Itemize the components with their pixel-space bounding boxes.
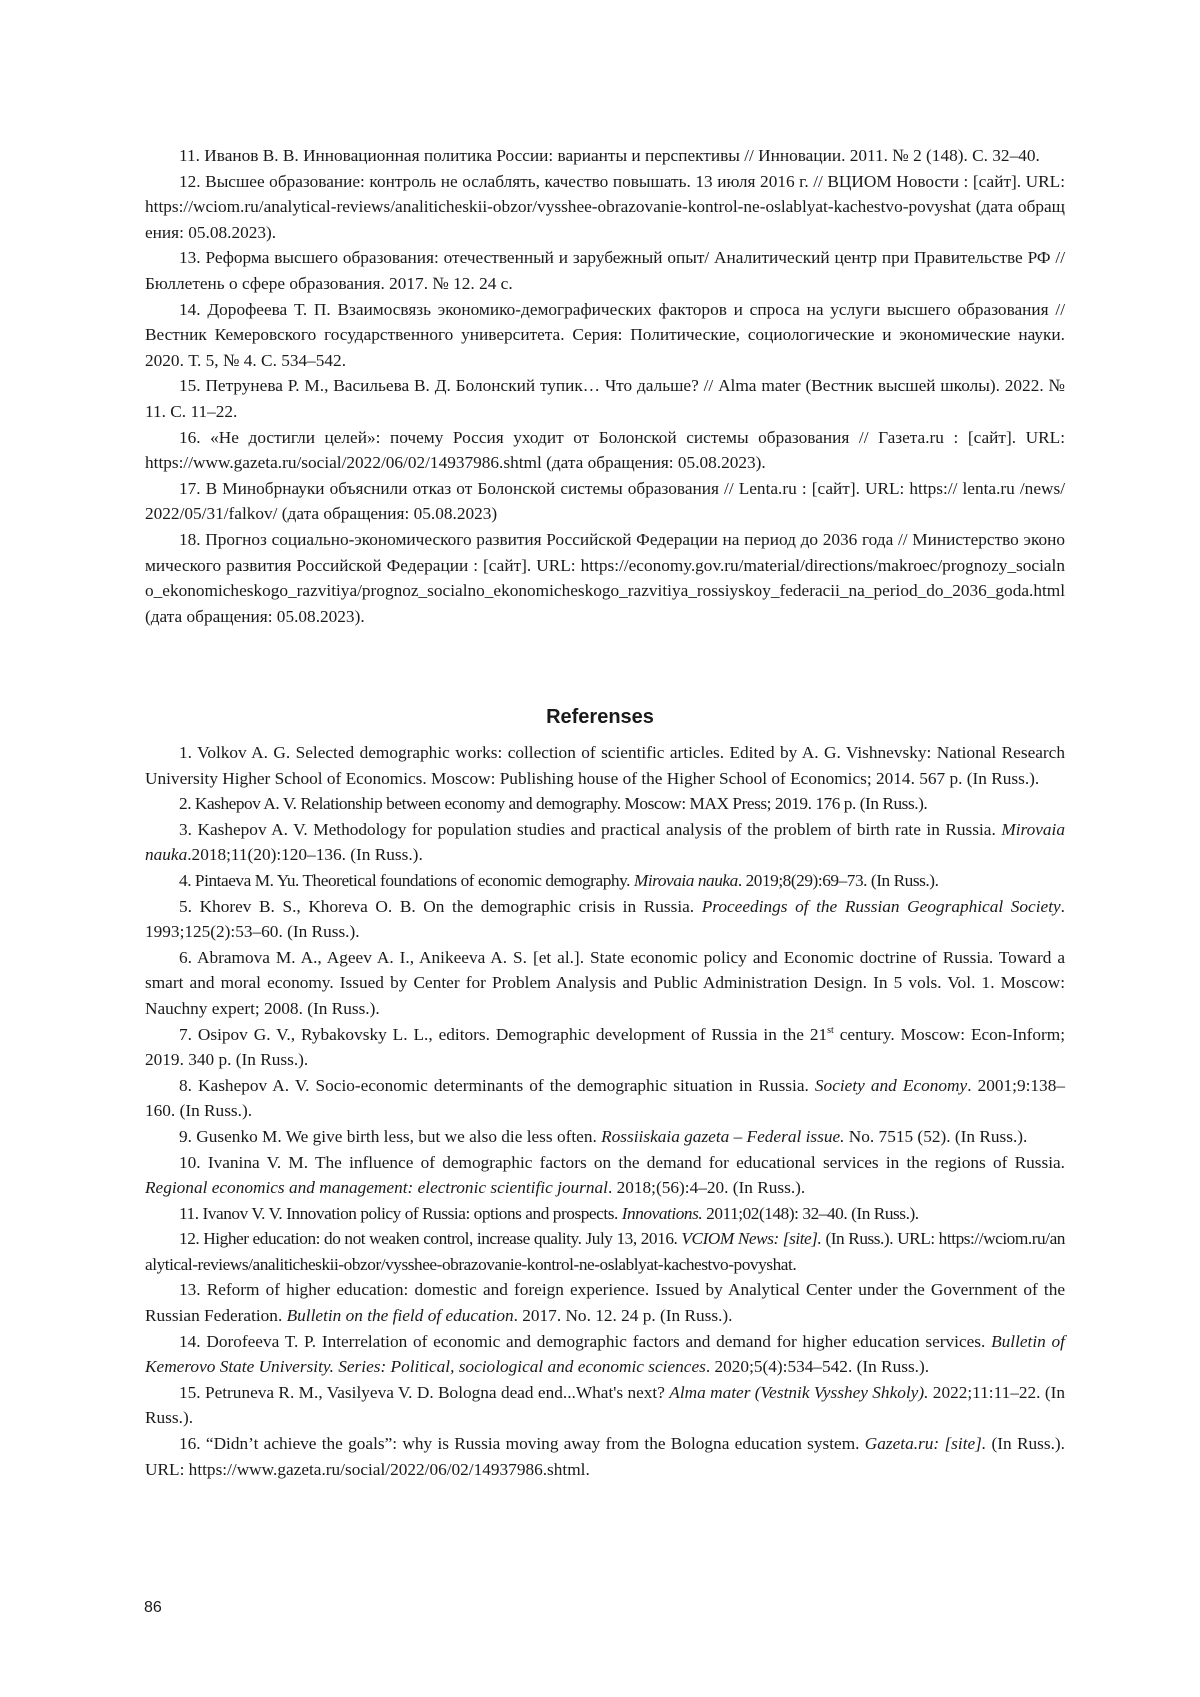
reference-en-item [145,1073,1065,1124]
reference-journal: Society and Economy [815,1076,967,1095]
reference-ru-item: 15. Петрунева Р. М., Васильева В. Д. Болонский тупик… Что дальше? // Alma mater (Вестник высшей школы). 2022. № 11. С. 11–22. [145,373,1065,424]
reference-journal: Bulletin on the field of education [287,1306,514,1325]
reference-en-item [145,868,1065,894]
reference-text: 16. “Didn’t achieve the goals”: why is Russia moving away from the Bologna education system. [179,1434,865,1453]
reference-en-item [145,1431,1065,1482]
superscript: st [827,1025,834,1036]
reference-en-item [145,791,1065,817]
reference-journal: Alma mater (Vestnik Vysshey Shkoly). [669,1383,928,1402]
reference-text: . 2019;8(29):69–73. (In Russ.). [738,871,939,890]
reference-en-item [145,1226,1065,1277]
reference-text: 11. Ivanov V. V. Innovation policy of Russia: options and prospects. [179,1204,622,1223]
reference-journal: Mirovaia nauka [634,871,738,890]
reference-journal: Bulletin of Kemerovo State University. Series: Political, sociological and economic sciences [145,1332,1065,1377]
reference-text: 12. Higher education: do not weaken control, increase quality. July 13, 2016. [179,1229,681,1248]
reference-text: 8. Kashepov A. V. Socio-economic determinants of the demographic situation in Russia. [179,1076,815,1095]
reference-text: . 2017. No. 12. 24 p. (In Russ.). [514,1306,733,1325]
reference-en-item [145,817,1065,868]
document-page [0,0,1200,1697]
reference-en-item [145,1277,1065,1328]
reference-journal: Regional economics and management: electronic scientific journal [145,1178,608,1197]
reference-text: (In Russ.). URL: https://www.gazeta.ru/social/2022/06/02/14937986.shtml. [145,1434,1065,1479]
reference-text: .2018;11(20):120–136. (In Russ.). [187,845,423,864]
reference-text: century. Moscow: Econ-Inform; 2019. 340 p. (In Russ.). [145,1025,1065,1070]
reference-ru-item: 18. Прогноз социально-экономического развития Российской Федерации на период до 2036 года // Министерство экономического развития Российской Федерации : [сайт]. URL: https://economy.gov.ru/material/directions/makroec/prognozy_socialno_ekonomicheskogo_razvitiya/prognoz_socialno_ekonomicheskogo_razvitiya_rossiyskoy_federacii_na_period_do_2036_goda.html (дата обращения: 05.08.2023). [145,527,1065,629]
reference-text: 7. Osipov G. V., Rybakovsky L. L., editors. Demographic development of Russia in the 21 [179,1025,827,1044]
reference-text: 9. Gusenko M. We give birth less, but we also die less often. [179,1127,601,1146]
reference-text: 5. Khorev B. S., Khoreva O. B. On the demographic crisis in Russia. [179,897,702,916]
reference-journal: Gazeta.ru: [site]. [865,1434,986,1453]
reference-text: . 2020;5(4):534–542. (In Russ.). [706,1357,929,1376]
references-ru-list [145,143,1065,629]
reference-en-item [145,1380,1065,1431]
reference-text: 10. Ivanina V. M. The influence of demographic factors on the demand for educational services in the regions of Russia. [179,1153,1065,1172]
reference-text: 15. Petruneva R. M., Vasilyeva V. D. Bologna dead end...What's next? [179,1383,669,1402]
reference-ru-item: 12. Высшее образование: контроль не ослаблять, качество повышать. 13 июля 2016 г. // ВЦИОМ Новости : [сайт]. URL: https://wciom.ru/analytical-reviews/analiticheskii-obzor/vysshee-obrazovanie-kontrol-ne-oslablyat-kachestvo-povyshat (дата обращения: 05.08.2023). [145,169,1065,246]
reference-ru-item: 16. «Не достигли целей»: почему Россия уходит от Болонской системы образования // Газета.ru : [сайт]. URL: https://www.gazeta.ru/social/2022/06/02/14937986.shtml (дата обращения: 05.08.2023). [145,425,1065,476]
reference-en-item [145,740,1065,791]
reference-en-item [145,1022,1065,1073]
reference-text: . 2001;9:138–160. (In Russ.). [145,1076,1065,1121]
reference-text: 14. Dorofeeva T. P. Interrelation of economic and demographic factors and demand for higher education services. [179,1332,991,1351]
references-en-list [145,740,1065,1482]
reference-en-item [145,945,1065,1022]
reference-journal: Rossiiskaia gazeta – Federal issue. [601,1127,844,1146]
reference-ru-item: 11. Иванов В. В. Инновационная политика России: варианты и перспективы // Инновации. 2011. № 2 (148). С. 32–40. [145,143,1065,169]
references-en-heading: Referenses [0,704,1200,730]
reference-text: 2011;02(148): 32–40. (In Russ.). [702,1204,918,1223]
reference-journal: Innovations. [622,1204,703,1223]
reference-journal: Mirovaia nauka [145,820,1065,865]
reference-ru-item: 14. Дорофеева Т. П. Взаимосвязь экономико-демографических факторов и спроса на услуги высшего образования // Вестник Кемеровского государственного университета. Серия: Политические, социологические и экономические науки. 2020. Т. 5, № 4. С. 534–542. [145,297,1065,374]
reference-journal: Proceedings of the Russian Geographical Society [702,897,1061,916]
reference-ru-item: 17. В Минобрнауки объяснили отказ от Болонской системы образования // Lenta.ru : [сайт]. URL: https:// lenta.ru /news/ 2022/05/31/falkov/ (дата обращения: 05.08.2023) [145,476,1065,527]
reference-en-item [145,1201,1065,1227]
reference-text: . 2018;(56):4–20. (In Russ.). [608,1178,805,1197]
reference-text: (In Russ.). URL: https://wciom.ru/analytical-reviews/analiticheskii-obzor/vysshee-obrazovanie-kontrol-ne-oslablyat-kachestvo-povyshat. [145,1229,1065,1274]
reference-text: No. 7515 (52). (In Russ.). [844,1127,1027,1146]
reference-en-item [145,894,1065,945]
page-number: 86 [144,1599,162,1617]
reference-text: 2022;11:11–22. (In Russ.). [145,1383,1065,1428]
reference-text: . 1993;125(2):53–60. (In Russ.). [145,897,1065,942]
reference-en-item [145,1329,1065,1380]
reference-en-item [145,1124,1065,1150]
reference-text: 1. Volkov A. G. Selected demographic works: collection of scientific articles. Edited by A. G. Vishnevsky: National Research University Higher School of Economics. Moscow: Publishing house of the Higher School of Economics; 2014. 567 p. (In Russ.). [145,743,1065,788]
reference-text: 6. Abramova M. A., Ageev A. I., Anikeeva A. S. [et al.]. State economic policy and Economic doctrine of Russia. Toward a smart and moral economy. Issued by Center for Problem Analysis and Public Administration Design. In 5 vols. Vol. 1. Moscow: Nauchny expert; 2008. (In Russ.). [145,948,1065,1018]
reference-ru-item: 13. Реформа высшего образования: отечественный и зарубежный опыт/ Аналитический центр при Правительстве РФ // Бюллетень о сфере образования. 2017. № 12. 24 с. [145,245,1065,296]
reference-text: 3. Kashepov A. V. Methodology for population studies and practical analysis of the problem of birth rate in Russia. [179,820,1001,839]
reference-journal: VCIOM News: [site]. [681,1229,821,1248]
reference-en-item [145,1150,1065,1201]
reference-text: 2. Kashepov A. V. Relationship between economy and demography. Moscow: MAX Press; 2019. 176 p. (In Russ.). [179,794,927,813]
reference-text: 13. Reform of higher education: domestic and foreign experience. Issued by Analytical Center under the Government of the Russian Federation. [145,1280,1065,1325]
reference-text: 4. Pintaeva M. Yu. Theoretical foundations of economic demography. [179,871,634,890]
